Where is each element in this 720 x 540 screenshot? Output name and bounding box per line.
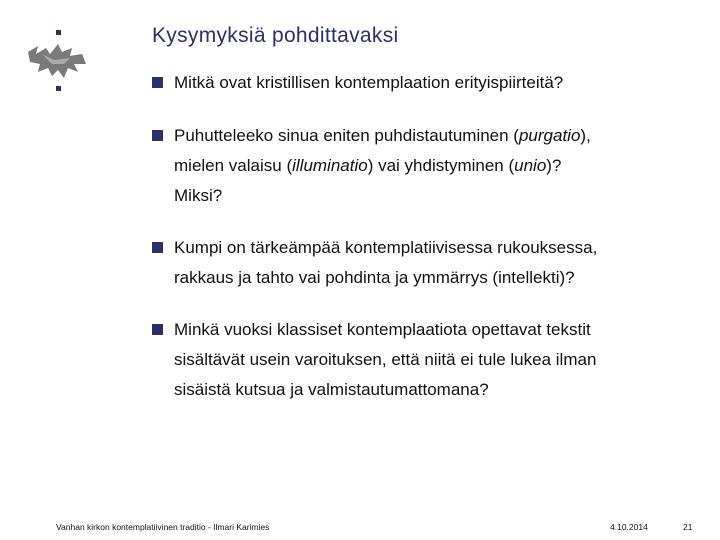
italic-term: illuminatio [292, 156, 368, 175]
footer-date: 4.10.2014 [610, 522, 648, 532]
square-bullet-icon [152, 130, 163, 141]
bullet-list [152, 68, 692, 405]
bullet-item: Minkä vuoksi klassiset kontemplaatiota opettavat tekstit sisältävät usein varoituksen, että niitä ei tule lukea ilman sisäistä kutsua ja valmistautumattomana? [152, 315, 692, 405]
bullet-item: Mitkä ovat kristillisen kontemplaation erityispiirteitä? [152, 68, 692, 98]
square-bullet-icon [152, 324, 163, 335]
university-logo-icon [24, 24, 94, 96]
page-number: 21 [683, 522, 693, 532]
square-bullet-icon [152, 242, 163, 253]
slide-title: Kysymyksiä pohdittavaksi [152, 24, 399, 47]
bullet-item: Kumpi on tärkeämpää kontemplatiivisessa rukouksessa, rakkaus ja tahto vai pohdinta ja ymmärrys (intellekti)? [152, 233, 692, 293]
footer-text: Vanhan kirkon kontemplatiivinen traditio - Ilmari Karimies [56, 522, 270, 532]
italic-term: unio [514, 156, 547, 175]
italic-term: purgatio [518, 126, 581, 145]
bullet-item: Puhutteleeko sinua eniten puhdistautuminen (purgatio), mielen valaisu (illuminatio) vai yhdistyminen (unio)? Miksi? [152, 121, 692, 211]
square-bullet-icon [152, 77, 163, 88]
